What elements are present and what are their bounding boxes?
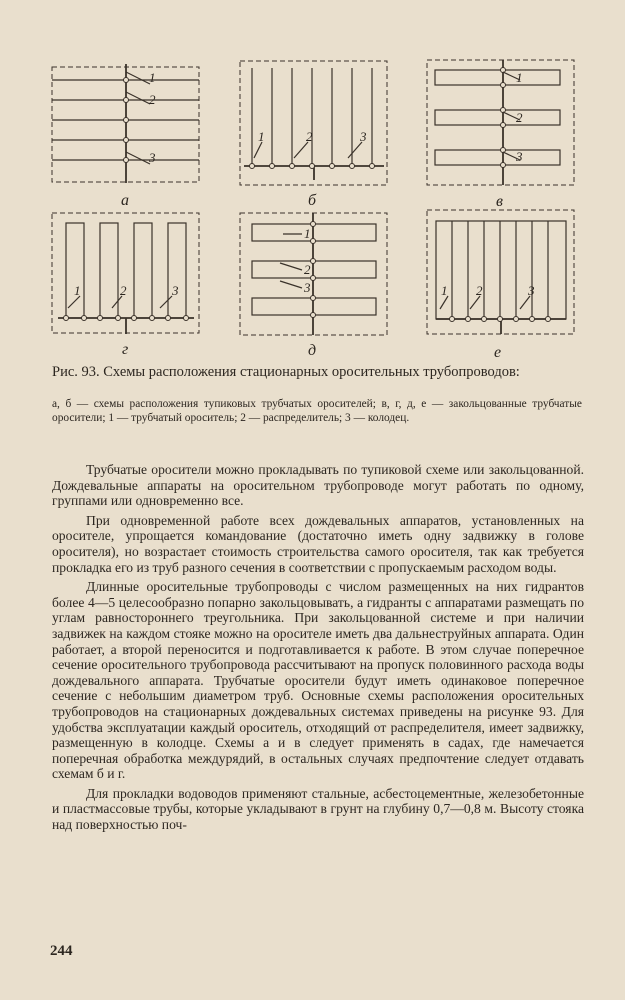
panel-d-label-1: 1 bbox=[74, 283, 81, 298]
figure-caption-legend: а, б — схемы расположения тупиковых трубчатых оросителей; в, г, д, е — закольцованные трубчатые оросители; 1 — трубчатый ороситель; 2 — распределитель; 3 — колодец. bbox=[52, 398, 582, 424]
page-number: 244 bbox=[50, 943, 73, 959]
panel-b-label-2: 2 bbox=[306, 129, 313, 144]
panel-c-label-2: 2 bbox=[516, 110, 523, 125]
panel-a-label-1: 1 bbox=[149, 70, 156, 85]
panel-a-letter: а bbox=[121, 192, 129, 209]
paragraph: Длинные оросительные трубопроводы с числом размещенных на них гидрантов более 4—5 целесообразно попарно закольцовывать, а гидранты с аппаратами размещать по углам равностороннего треугольника. При закольцованной системе и при наличии задвижек на каждом стояке можно на оросителе иметь два дальнеструйных аппарата. Один работает, а второй переносится и подготавливается к работе. В этом случае поперечное сечение оросительного трубопровода рассчитывают на пропуск половинного расхода воды дождевального аппарата. Трубчатые оросители будут иметь одинаковое поперечное сечение с небольшим диаметром труб. Основные схемы расположения оросительных трубопроводов на стационарных дождевальных системах приведены на рисунке 93. Для удобства эксплуатации каждый ороситель, отходящий от распределителя, имеет задвижку, размещенную в колодце. Схемы а и в следует применять в садах, где намечается поперечная обработка междурядий, в остальных случаях предпочтение следует отдавать схемам б и г. bbox=[52, 579, 584, 782]
panel-d-label-3: 3 bbox=[172, 283, 179, 298]
body-text bbox=[52, 462, 584, 837]
panel-b-letter: б bbox=[308, 192, 317, 209]
panel-c-letter: в bbox=[496, 193, 503, 210]
panel-c-scheme bbox=[427, 60, 574, 210]
panel-f-scheme bbox=[427, 210, 574, 361]
paragraph: Для прокладки водоводов применяют стальные, асбестоцементные, железобетонные и пластмассовые трубы, которые укладывают в грунт на глубину 0,7—0,8 м. Высоту стояка над поверхностью поч- bbox=[52, 785, 584, 833]
panel-a-label-3: 3 bbox=[149, 150, 156, 165]
panel-b-label-1: 1 bbox=[258, 129, 265, 144]
panel-f-label-2: 2 bbox=[476, 283, 483, 298]
panel-d-label-2: 2 bbox=[120, 283, 127, 298]
figure-93-schemes bbox=[0, 0, 625, 370]
panel-d-letter: г bbox=[122, 341, 129, 358]
panel-b-label-3: 3 bbox=[360, 129, 367, 144]
panel-e-label-3: 3 bbox=[304, 280, 311, 295]
panel-e-label-1: 1 bbox=[304, 226, 311, 241]
panel-c-label-3: 3 bbox=[516, 149, 523, 164]
paragraph: При одновременной работе всех дождевальных аппаратов, установленных на оросителе, упрощается командование (достаточно иметь одну задвижку в голове оросителя), но возрастает стоимость строительства самого оросителя, так как требуется прокладка его из труб разного сечения в соответствии с пропускаемым расходом воды. bbox=[52, 512, 584, 575]
panel-c-label-1: 1 bbox=[516, 70, 523, 85]
panel-e-label-2: 2 bbox=[304, 262, 311, 277]
panel-e-scheme bbox=[240, 213, 387, 359]
panel-a-label-2: 2 bbox=[149, 92, 156, 107]
figure-caption-title: Рис. 93. Схемы расположения стационарных оросительных трубопроводов: bbox=[52, 364, 520, 380]
panel-b-scheme bbox=[240, 61, 387, 209]
paragraph: Трубчатые оросители можно прокладывать по тупиковой схеме или закольцованной. Дождевальные аппараты на оросительном трубопроводе могут работать по одному, группами или одновременно все. bbox=[52, 462, 584, 509]
panel-f-label-3: 3 bbox=[528, 283, 535, 298]
panel-f-letter: е bbox=[494, 344, 502, 361]
panel-f-label-1: 1 bbox=[441, 283, 448, 298]
panel-a-scheme bbox=[52, 64, 199, 209]
panel-e-letter: д bbox=[308, 342, 317, 359]
panel-d-scheme bbox=[52, 213, 199, 358]
